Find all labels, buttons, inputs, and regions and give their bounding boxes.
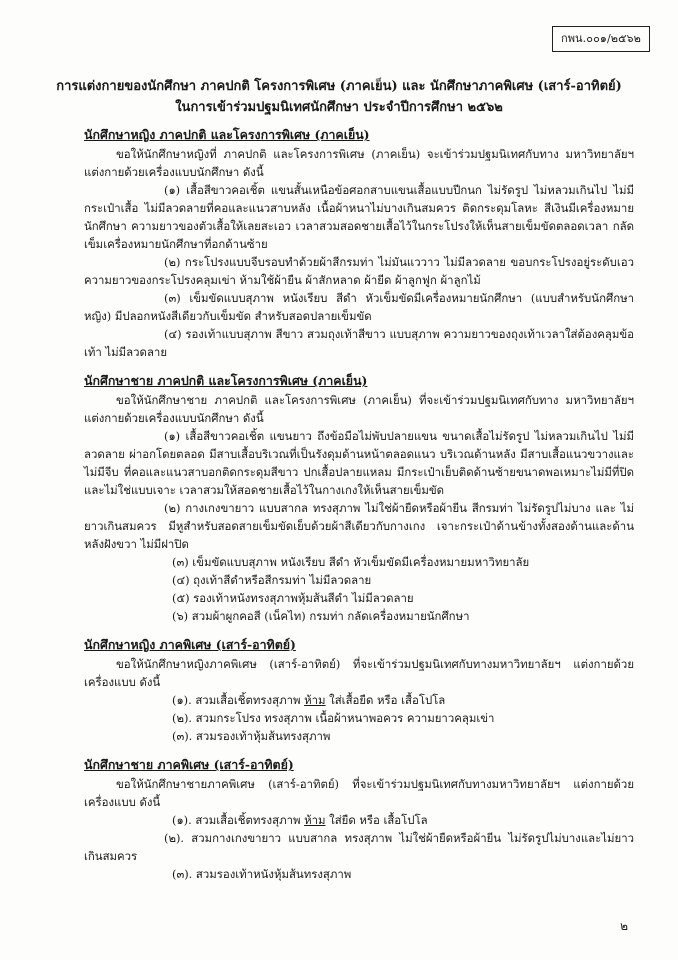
section-female-special bbox=[84, 636, 634, 745]
forbid-word: ห้าม bbox=[304, 813, 326, 827]
list-item: (๔) รองเท้าแบบสุภาพ สีขาว สวมถุงเท้าสีขาว แบบสุภาพ ความยาวของถุงเท้าเวลาใส่ต้องคลุมข้อเท้า ไม่มีลวดลาย bbox=[84, 327, 634, 359]
document-body bbox=[84, 126, 634, 883]
list-item: (๑) เสื้อสีขาวคอเชิ้ต แขนสั้นเหนือข้อศอกสาบแขนเสื้อแบบปีกนก ไม่รัดรูป ไม่หลวมเกินไป ไม่มีกระเป๋าเสื้อ ไม่มีลวดลายที่คอและแนวสาบหลัง เนื้อผ้าหนาไม่บางเกินสมควร ติดกระดุมโลหะ สีเงินมีเครื่องหมายนักศึกษา ความยาวของตัวเสื้อให้เลยสะเอว เวลาสวมสอดชายเสื้อไว้ในกระโปรงให้เห็นสายเข็มขัดตลอดเวลา กลัดเข็มเครื่องหมายนักศึกษาที่อกด้านซ้าย bbox=[84, 183, 634, 251]
short-item-list bbox=[172, 553, 634, 625]
page-number: ๒ bbox=[620, 919, 628, 933]
title-line-1: การแต่งกายของนักศึกษา ภาคปกติ โครงการพิเศษ (ภาคเย็น) และ นักศึกษาภาคพิเศษ (เสาร์-อาทิตย์) bbox=[56, 79, 622, 94]
list-item: (๒) กระโปรงแบบจีบรอบทำด้วยผ้าสีกรมท่า ไม่มันแววาว ไม่มีลวดลาย ขอบกระโปรงอยู่ระดับเอว ความยาวของกระโปรงคลุมเข่า ห้ามใช้ผ้ายืน ผ้าสักหลาด ผ้ายีด ผ้าลูกฟูก ผ้าลูกไม้ bbox=[84, 255, 634, 287]
document-code: กพน.๐๐๑/๒๕๖๒ bbox=[560, 32, 641, 45]
item-suffix: ใส่ยืด หรือ เสื้อโปโล bbox=[329, 813, 428, 827]
section-intro: ขอให้นักศึกษาชายภาคพิเศษ (เสาร์-อาทิตย์) ที่จะเข้าร่วมปฐมนิเทศกับทางมหาวิทยาลัยฯ แต่งกายด้วยเครื่องแบบ ดังนี้ bbox=[84, 777, 634, 809]
short-item-list bbox=[172, 691, 634, 745]
section-male-special bbox=[84, 756, 634, 883]
section-male-regular bbox=[84, 372, 634, 625]
list-item: (๕) รองเท้าหนังทรงสุภาพหุ้มส้นสีดำ ไม่มีลวดลาย bbox=[172, 591, 414, 605]
short-item-list bbox=[172, 865, 634, 883]
section-heading: นักศึกษาหญิง ภาคพิเศษ (เสาร์-อาทิตย์) bbox=[84, 637, 296, 652]
document-title bbox=[40, 76, 638, 118]
document-code-box bbox=[552, 26, 650, 52]
list-item: (๒). สวมกางเกงขายาว แบบสากล ทรงสุภาพ ไม่ใช่ผ้ายืดหรือผ้ายีน ไม่รัดรูปไม่บางและไม่ยาวเกินสมควร bbox=[84, 831, 634, 863]
list-item: (๓) เข็มขัดแบบสุภาพ หนังเรียบ สีดำ หัวเข็มขัดมีเครื่องหมายนักศึกษา (แบบสำหรับนักศึกษาหญิง) มีปลอกหนังสีเดียวกับเข็มขัด สำหรับสอดปลายเข็มขัด bbox=[84, 291, 634, 323]
title-line-2: ในการเข้าร่วมปฐมนิเทศนักศึกษา ประจำปีการศึกษา ๒๕๖๒ bbox=[175, 100, 503, 115]
list-item: (๓). สวมรองเท้าหุ้มส้นทรงสุภาพ bbox=[172, 729, 331, 743]
section-heading: นักศึกษาหญิง ภาคปกติ และโครงการพิเศษ (ภาคเย็น) bbox=[84, 127, 370, 142]
forbid-word: ห้าม bbox=[304, 693, 326, 707]
list-item: (๓) เข็มขัดแบบสุภาพ หนังเรียบ สีดำ หัวเข็มขัดมีเครื่องหมายมหาวิทยาลัย bbox=[172, 555, 530, 569]
list-item: (๒). สวมกระโปรง ทรงสุภาพ เนื้อผ้าหนาพอควร ความยาวคลุมเข่า bbox=[172, 711, 495, 725]
list-item bbox=[172, 691, 634, 709]
section-heading: นักศึกษาชาย ภาคปกติ และโครงการพิเศษ (ภาคเย็น) bbox=[84, 373, 368, 388]
item-suffix: ใส่เสื้อยืด หรือ เสื้อโปโล bbox=[329, 693, 446, 707]
list-item: (๖) สวมผ้าผูกคอสี (เน็คไท) กรมท่า กลัดเครื่องหมายนักศึกษา bbox=[172, 609, 470, 623]
list-item: (๑) เสื้อสีขาวคอเชิ้ต แขนยาว ถึงข้อมือไม่พับปลายแขน ขนาดเสื้อไม่รัดรูป ไม่หลวมเกินไป ไม่มีลวดลาย ผ่าอกโดยตลอด มีสาบเสื้อบริเวณที่เป็นรังดุมด้านหน้าตลอดแนว บริเวณด้านหลัง มีสาบเสื้อแนวขวางและไม่มีจีบ ที่คอและแนวสาบอกติดกระดุมสีขาว ปกเสื้อปลายแหลม มีกระเป๋าเย็บติดด้านซ้ายขนาดพอเหมาะไม่มีที่ปิด และไม่ใช่แบบเจาะ เวลาสวมให้สอดชายเสื้อไว้ในกางเกงให้เห็นสายเข็มขัด bbox=[84, 429, 634, 497]
section-intro: ขอให้นักศึกษาหญิงที่ ภาคปกติ และโครงการพิเศษ (ภาคเย็น) จะเข้าร่วมปฐมนิเทศกับทาง มหาวิทยาลัยฯ แต่งกายด้วยเครื่องแบบนักศึกษา ดังนี้ bbox=[84, 147, 634, 179]
item-prefix: (๑). สวมเสื้อเชิ้ตทรงสุภาพ bbox=[172, 693, 301, 707]
short-item-list bbox=[172, 811, 634, 829]
list-item: (๒) กางเกงขายาว แบบสากล ทรงสุภาพ ไม่ใช่ผ้ายืดหรือผ้ายีน สีกรมท่า ไม่รัดรูปไม่บาง และ ไม่ยาวเกินสมควร มีหูสำหรับสอดสายเข็มขัดเย็บด้วยผ้าสีเดียวกับกางเกง เจาะกระเป๋าด้านข้างทั้งสองด้านและด้านหลังฝังขวา ไม่มีฝาปิด bbox=[84, 501, 634, 551]
section-intro: ขอให้นักศึกษาหญิงภาคพิเศษ (เสาร์-อาทิตย์) ที่จะเข้าร่วมปฐมนิเทศกับทางมหาวิทยาลัยฯ แต่งกายด้วยเครื่องแบบ ดังนี้ bbox=[84, 657, 634, 689]
list-item bbox=[172, 811, 634, 829]
item-prefix: (๑). สวมเสื้อเชิ้ตทรงสุภาพ bbox=[172, 813, 301, 827]
list-item: (๓). สวมรองเท้าหนังหุ้มส้นทรงสุภาพ bbox=[172, 867, 352, 881]
list-item: (๔) ถุงเท้าสีดำหรือสีกรมท่า ไม่มีลวดลาย bbox=[172, 573, 372, 587]
section-heading: นักศึกษาชาย ภาคพิเศษ (เสาร์-อาทิตย์) bbox=[84, 757, 294, 772]
section-intro: ขอให้นักศึกษาชาย ภาคปกติ และโครงการพิเศษ (ภาคเย็น) ที่จะเข้าร่วมปฐมนิเทศกับทาง มหาวิทยาลัยฯ แต่งกายด้วยเครื่องแบบนักศึกษา ดังนี้ bbox=[84, 393, 634, 425]
section-female-regular bbox=[84, 126, 634, 361]
